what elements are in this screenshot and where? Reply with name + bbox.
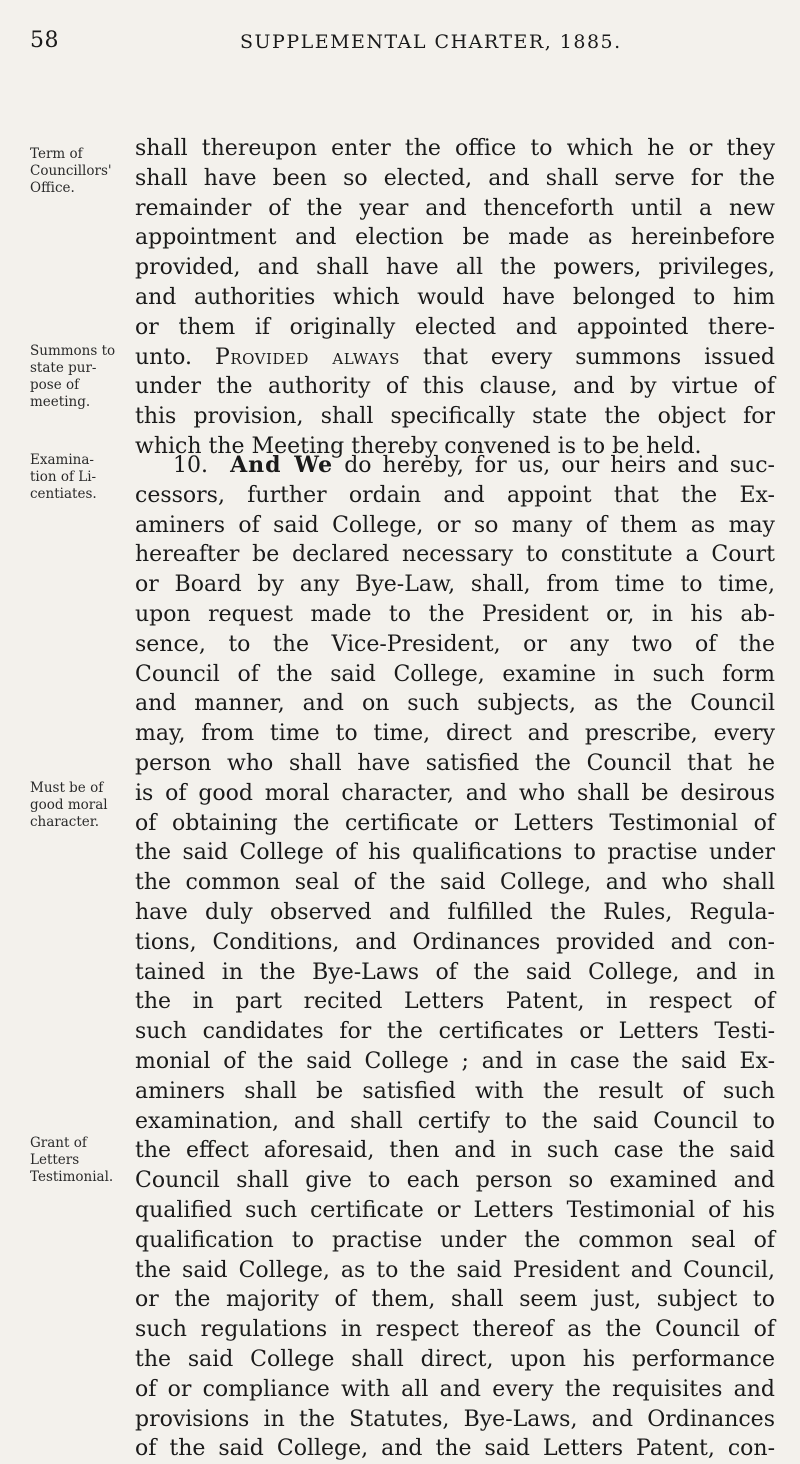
section-10 xyxy=(135,451,775,1464)
text-line: the in part recited Letters Patent, in respect of xyxy=(135,989,775,1015)
sidenote-grant-letters xyxy=(30,1135,126,1186)
text-line: of obtaining the certificate or Letters Testimonial of xyxy=(135,810,775,836)
section-9-continued xyxy=(135,134,775,462)
sidenote-line: Testimonial. xyxy=(30,1169,114,1185)
text-line: and manner, and on such subjects, as the Council xyxy=(135,691,775,717)
sidenote-line: Letters xyxy=(30,1152,80,1168)
sidenote-line: centiates. xyxy=(30,486,97,502)
text-line: hereafter be declared necessary to constitute a Court xyxy=(135,542,775,568)
text-line: qualification to practise under the common seal of xyxy=(135,1227,775,1253)
sidenote-examination xyxy=(30,452,126,503)
text-line: such regulations in respect thereof as the Council of xyxy=(135,1317,775,1343)
text-line: or the majority of them, shall seem just, subject to xyxy=(135,1287,775,1313)
sidenote-line: meeting. xyxy=(30,394,91,410)
text-line: and authorities which would have belonged to him xyxy=(135,284,775,310)
text-line: Council of the said College, examine in such form xyxy=(135,661,775,687)
text-line: provisions in the Statutes, Bye-Laws, and Ordinances xyxy=(135,1406,775,1432)
sidenote-moral-character xyxy=(30,780,126,831)
text-line: this provision, shall specifically state the object for xyxy=(135,404,775,430)
sidenote-summons xyxy=(30,343,126,411)
text-line: tained in the Bye-Laws of the said College, and in xyxy=(135,959,775,985)
sidenote-line: Summons to xyxy=(30,343,116,359)
sidenote-line: Examina- xyxy=(30,452,94,468)
text-line: qualified such certificate or Letters Testimonial of his xyxy=(135,1197,775,1223)
text-line: the said College of his qualifications to practise under xyxy=(135,840,775,866)
first-line-rest: do hereby, for us, our heirs and suc- xyxy=(344,453,775,478)
sidenote-line: pose of xyxy=(30,377,80,393)
text-line: which the Meeting thereby convened is to be held. xyxy=(135,433,702,459)
section-10-first-line xyxy=(135,451,775,481)
text-line: tions, Conditions, and Ordinances provided and con- xyxy=(135,929,775,955)
sidenote-line: Grant of xyxy=(30,1135,87,1151)
text-line: under the authority of this clause, and by virtue of xyxy=(135,374,775,400)
sidenote-line: Must be of xyxy=(30,780,104,796)
text-line: aminers of said College, or so many of them as may xyxy=(135,512,775,538)
text-line: sence, to the Vice-President, or any two of the xyxy=(135,631,775,657)
text-line: such candidates for the certificates or Letters Testi- xyxy=(135,1019,775,1045)
opening-words: And We xyxy=(230,452,334,478)
sidenote-line: Councillors' xyxy=(30,163,112,179)
text-line: aminers shall be satisfied with the result of such xyxy=(135,1078,775,1104)
sidenote-line: character. xyxy=(30,814,100,830)
sidenote-line: Office. xyxy=(30,180,75,196)
text-line: the effect aforesaid, then and in such case the said xyxy=(135,1138,775,1164)
sidenote-term-of-office xyxy=(30,146,126,197)
text-line: shall have been so elected, and shall serve for the xyxy=(135,165,775,191)
text-line: of or compliance with all and every the requisites and xyxy=(135,1376,775,1402)
text-line: is of good moral character, and who shall be desirous xyxy=(135,780,775,806)
text-line: or Board by any Bye-Law, shall, from time to time, xyxy=(135,572,775,598)
text-line: shall thereupon enter the office to which he or they xyxy=(135,136,775,161)
text-line: remainder of the year and thenceforth until a new xyxy=(135,195,775,221)
proviso-line xyxy=(135,343,775,373)
running-head xyxy=(30,28,770,64)
text-line: upon request made to the President or, in his ab- xyxy=(135,601,775,627)
proviso-keyword: Provided always xyxy=(215,344,400,370)
sidenote-line: tion of Li- xyxy=(30,469,97,485)
sidenote-line: state pur- xyxy=(30,360,97,376)
text-line: of the said College, and the said Letters Patent, con- xyxy=(135,1436,775,1462)
sidenote-line: Term of xyxy=(30,146,83,162)
sidenote-line: good moral xyxy=(30,797,108,813)
text-line: have duly observed and fulfilled the Rules, Regula- xyxy=(135,899,775,925)
text-line: may, from time to time, direct and prescribe, every xyxy=(135,721,775,747)
text-line: the said College shall direct, upon his performance xyxy=(135,1346,775,1372)
proviso-rest: that every summons issued xyxy=(422,344,776,370)
section-number: 10. xyxy=(173,453,208,478)
text-line: Council shall give to each person so examined and xyxy=(135,1168,775,1194)
text-line: monial of the said College ; and in case the said Ex- xyxy=(135,1048,775,1074)
text-line: person who shall have satisfied the Council that he xyxy=(135,750,775,776)
text-line: the common seal of the said College, and who shall xyxy=(135,870,775,896)
text-line: examination, and shall certify to the said Council to xyxy=(135,1108,775,1134)
page-number: 58 xyxy=(30,28,59,53)
text-line: appointment and election be made as hereinbefore xyxy=(135,225,775,251)
text-line: provided, and shall have all the powers, privileges, xyxy=(135,255,775,281)
header-title: SUPPLEMENTAL CHARTER, 1885. xyxy=(240,31,622,53)
text-line: or them if originally elected and appointed there- xyxy=(135,314,775,340)
proviso-start: unto. xyxy=(135,344,193,370)
text-line: cessors, further ordain and appoint that the Ex- xyxy=(135,482,775,508)
text-line: the said College, as to the said President and Council, xyxy=(135,1257,775,1283)
